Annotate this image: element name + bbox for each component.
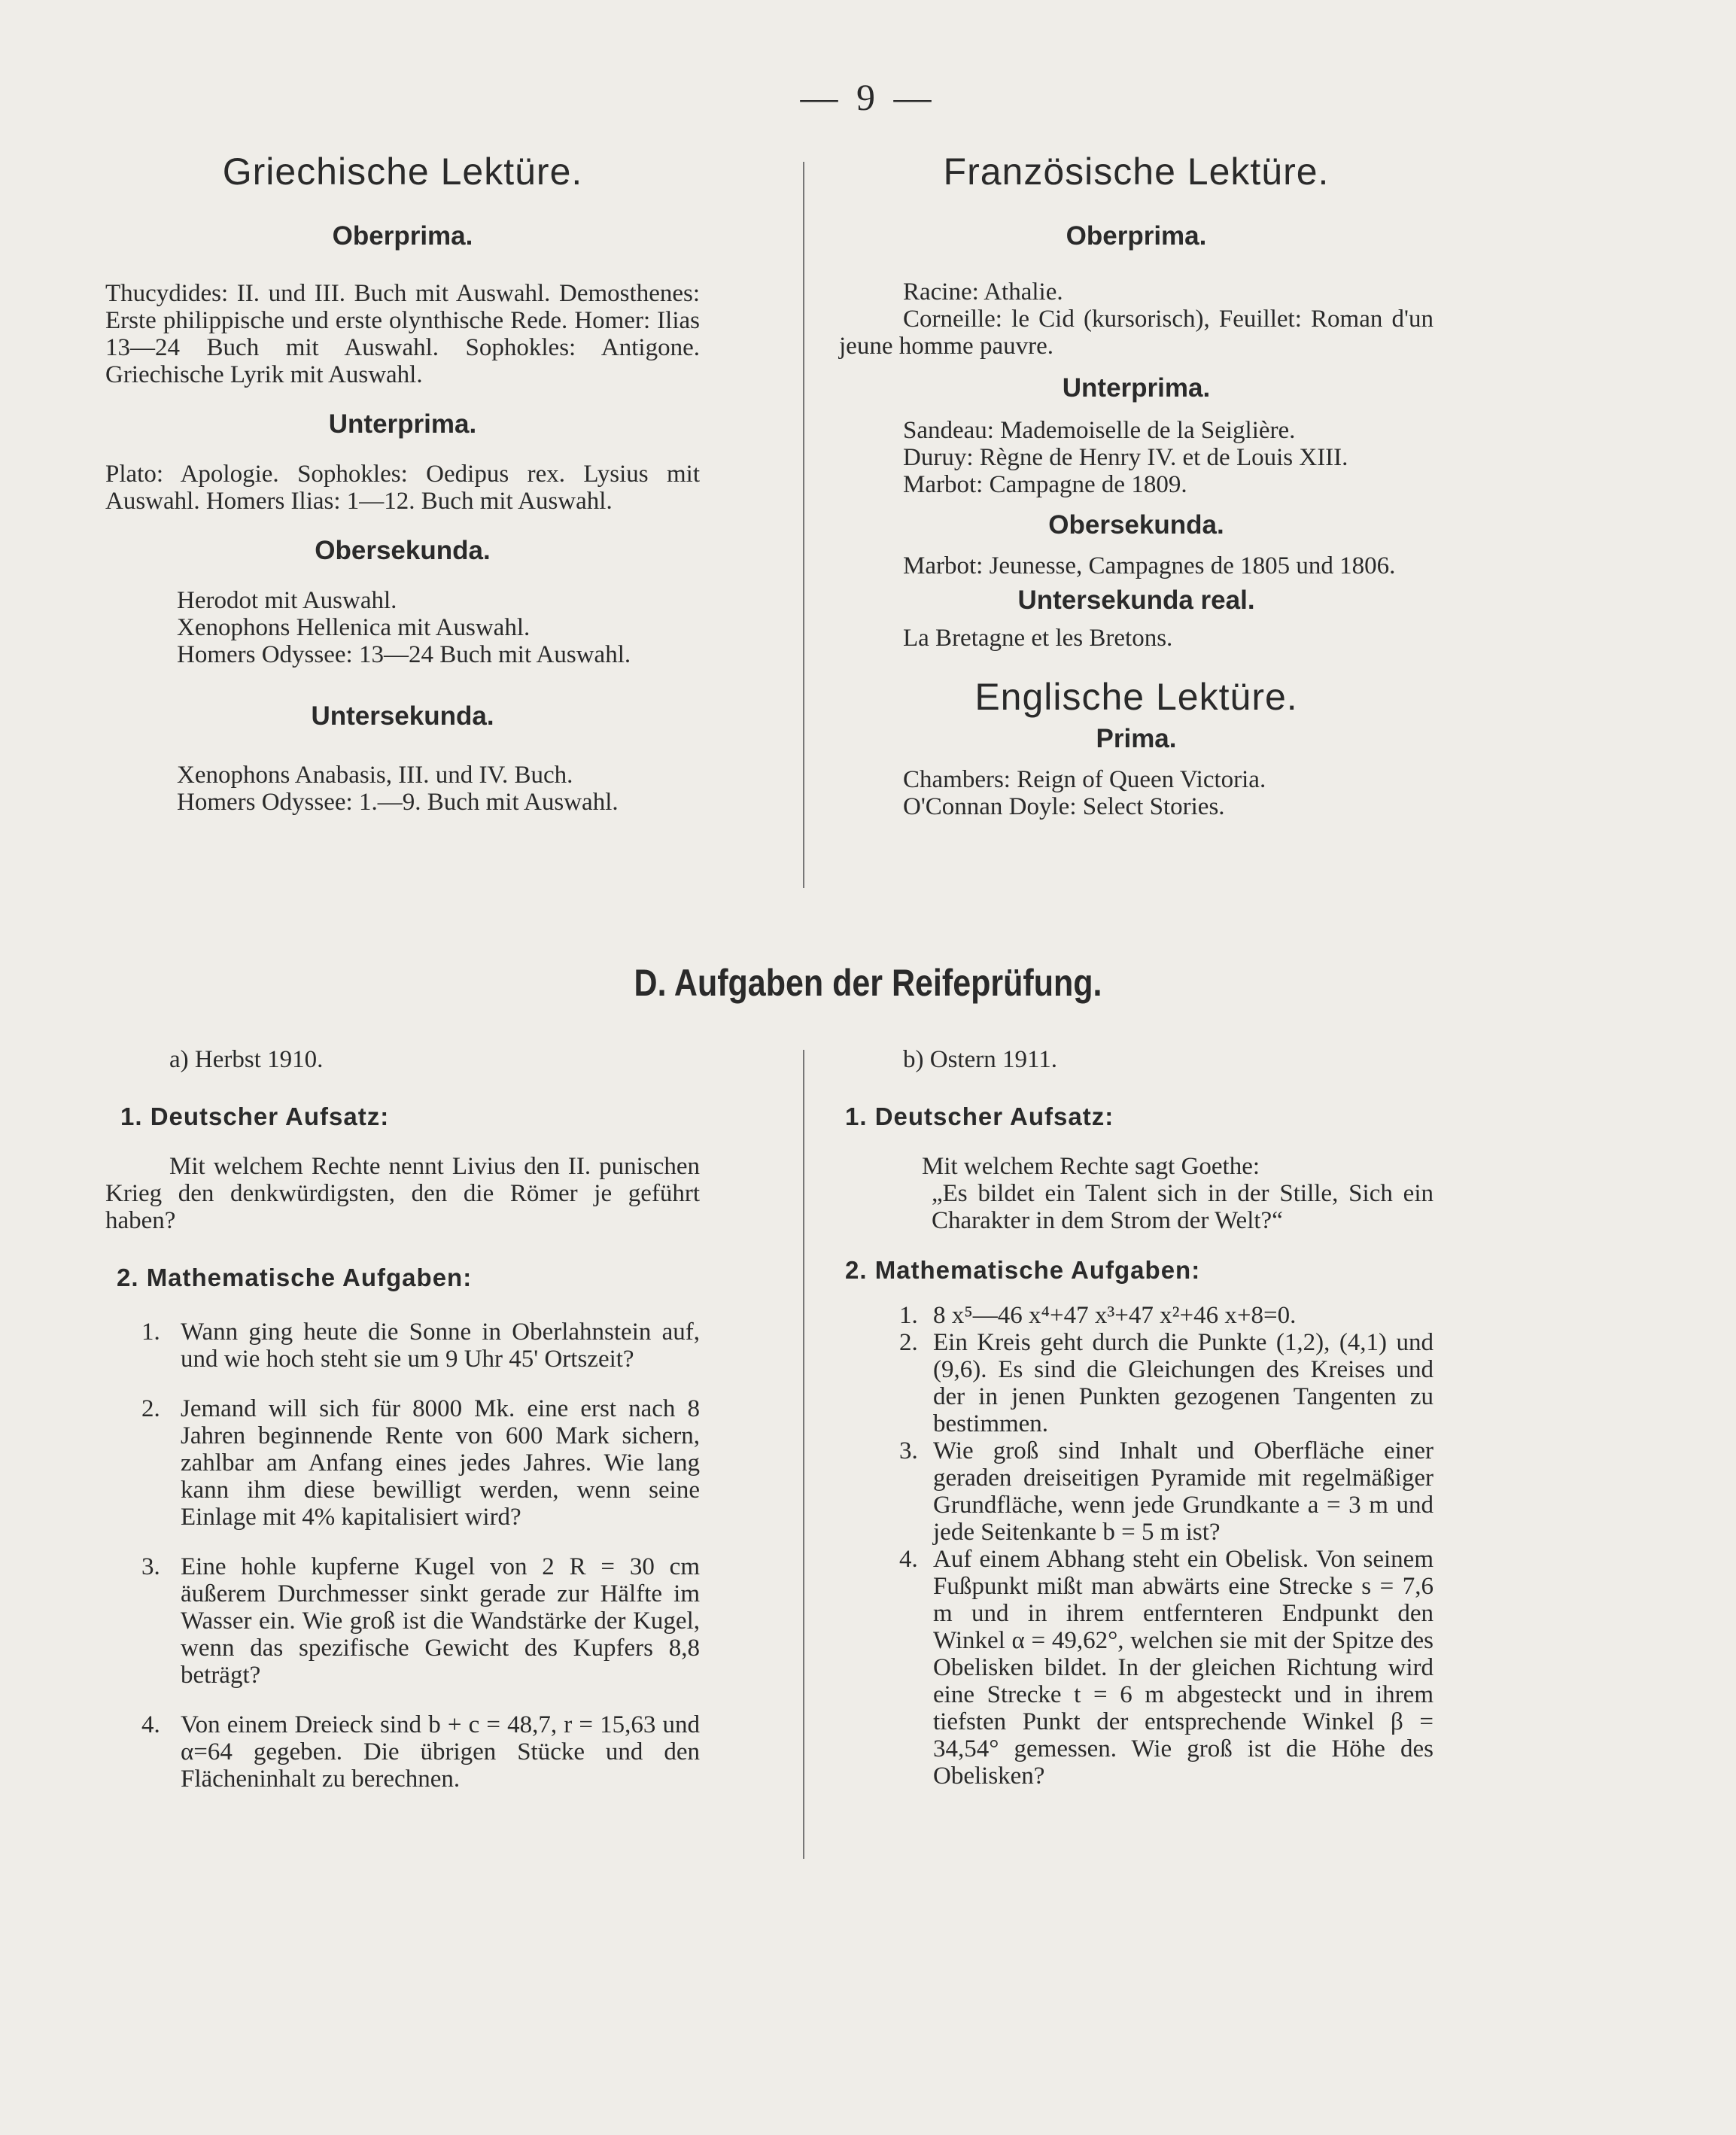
autumn-math-task xyxy=(105,1318,700,1373)
easter-essay-line: Mit welchem Rechte sagt Goethe: xyxy=(922,1153,1260,1180)
easter-math-task xyxy=(839,1302,1433,1329)
task-text: Wann ging heute die Sonne in Oberlahnstein auf, und wie hoch steht sie um 9 Uhr 45' Ortszeit? xyxy=(181,1318,700,1373)
autumn-math-heading: 2. Mathematische Aufgaben: xyxy=(117,1264,473,1291)
task-text: Ein Kreis geht durch die Punkte (1,2), (4,1) und (9,6). Es sind die Gleichungen des Kreises und der in jenen Punkten gezogenen Tangenten zu bestimmen. xyxy=(933,1329,1433,1437)
greek-untersekunda-line: Homers Odyssee: 1.—9. Buch mit Auswahl. xyxy=(177,789,619,816)
english-title: Englische Lektüre. xyxy=(974,676,1298,718)
task-text: Jemand will sich für 8000 Mk. eine erst nach 8 Jahren beginnende Rente von 600 Mark sichern, zahlbar am Anfang eines jedes Jahres. Wie lang kann ihm diese bewilligt werden, wenn seine Einlage mit 4% kapitalisiert wird? xyxy=(181,1395,700,1531)
easter-math-task xyxy=(839,1546,1433,1790)
task-text: Von einem Dreieck sind b + c = 48,7, r = 15,63 und α=64 gegeben. Die übrigen Stücke und den Flächeninhalt zu berechnen. xyxy=(181,1711,700,1793)
french-title: Französische Lektüre. xyxy=(943,151,1330,193)
greek-reading-column xyxy=(105,151,700,816)
task-number: 3. xyxy=(141,1553,160,1580)
page-number: — 9 — xyxy=(800,76,936,118)
french-oberprima-line: Corneille: le Cid (kursorisch), Feuillet: Roman d'un jeune homme pauvre. xyxy=(839,306,1433,360)
greek-oberprima-heading: Oberprima. xyxy=(332,221,473,251)
exam-easter-column xyxy=(839,1046,1433,1790)
greek-obersekunda-heading: Obersekunda. xyxy=(315,536,491,565)
greek-untersekunda-line: Xenophons Anabasis, III. und IV. Buch. xyxy=(177,762,573,789)
greek-title: Griechische Lektüre. xyxy=(222,151,583,193)
french-obersekunda-heading: Obersekunda. xyxy=(1048,510,1224,540)
task-number: 1. xyxy=(141,1318,160,1346)
greek-oberprima-text: Thucydides: II. und III. Buch mit Auswahl. Demosthenes: Erste philippische und erste olynthische Rede. Homer: Ilias 13—24 Buch mit Auswahl. Sophokles: Antigone. Griechische Lyrik mit Auswahl. xyxy=(105,280,700,388)
autumn-essay-heading: 1. Deutscher Aufsatz: xyxy=(120,1102,390,1130)
french-unterprima-heading: Unterprima. xyxy=(1062,373,1211,403)
french-untersekunda-heading: Untersekunda real. xyxy=(1017,585,1255,615)
french-oberprima-line: Racine: Athalie. xyxy=(903,278,1063,306)
english-prima-heading: Prima. xyxy=(1096,724,1177,753)
easter-essay-quote: „Es bildet ein Talent sich in der Stille, Sich ein Charakter in dem Strom der Welt?“ xyxy=(932,1180,1433,1234)
bottom-column-divider xyxy=(803,1050,804,1859)
english-prima-line: O'Connan Doyle: Select Stories. xyxy=(903,793,1225,820)
autumn-essay-text: Mit welchem Rechte nennt Livius den II. punischen Krieg den denkwürdigsten, den die Römer je geführt haben? xyxy=(105,1153,700,1234)
task-text: 8 x⁵—46 x⁴+47 x³+47 x²+46 x+8=0. xyxy=(933,1302,1297,1329)
task-number: 2. xyxy=(899,1329,918,1356)
exam-autumn-column xyxy=(105,1046,700,1793)
french-unterprima-line: Marbot: Campagne de 1809. xyxy=(903,471,1187,498)
greek-untersekunda-heading: Untersekunda. xyxy=(311,701,494,731)
greek-obersekunda-line: Herodot mit Auswahl. xyxy=(177,587,397,614)
french-oberprima-heading: Oberprima. xyxy=(1066,221,1207,251)
french-untersekunda-text: La Bretagne et les Bretons. xyxy=(903,625,1173,652)
greek-obersekunda-line: Xenophons Hellenica mit Auswahl. xyxy=(177,614,531,641)
task-number: 2. xyxy=(141,1395,160,1422)
task-number: 4. xyxy=(899,1546,918,1573)
easter-math-task xyxy=(839,1329,1433,1437)
task-number: 1. xyxy=(899,1302,918,1329)
french-unterprima-line: Duruy: Règne de Henry IV. et de Louis XIII. xyxy=(903,444,1348,471)
easter-essay-heading: 1. Deutscher Aufsatz: xyxy=(845,1102,1114,1130)
task-number: 3. xyxy=(899,1437,918,1464)
autumn-math-task xyxy=(105,1553,700,1689)
english-prima-line: Chambers: Reign of Queen Victoria. xyxy=(903,766,1266,793)
french-obersekunda-text: Marbot: Jeunesse, Campagnes de 1805 und 1806. xyxy=(903,552,1396,579)
task-text: Eine hohle kupferne Kugel von 2 R = 30 cm äußerem Durchmesser sinkt gerade zur Hälfte im Wasser ein. Wie groß ist die Wandstärke der Kugel, wenn das spezifische Gewicht des Kupfers 8,8 beträgt? xyxy=(181,1553,700,1689)
section-d-title: D. Aufgaben der Reifeprüfung. xyxy=(634,962,1102,1004)
french-english-reading-column xyxy=(839,151,1433,820)
easter-math-task xyxy=(839,1437,1433,1546)
autumn-math-task xyxy=(105,1395,700,1531)
greek-obersekunda-line: Homers Odyssee: 13—24 Buch mit Auswahl. xyxy=(177,641,631,668)
task-text: Auf einem Abhang steht ein Obelisk. Von seinem Fußpunkt mißt man abwärts eine Strecke s = 7,6 m und in ihrem entfernteren Endpunkt den Winkel α = 49,62°, welchen sie mit der Spitze des Obelisken bildet. In der gleichen Richtung wird eine Strecke t = 6 m abgesteckt und in ihrem tiefsten Punkt der entsprechende Winkel β = 34,54° gemessen. Wie groß ist die Höhe des Obelisken? xyxy=(933,1546,1433,1790)
exam-autumn-label: a) Herbst 1910. xyxy=(169,1046,324,1073)
greek-unterprima-text: Plato: Apologie. Sophokles: Oedipus rex. Lysius mit Auswahl. Homers Ilias: 1—12. Buch mit Auswahl. xyxy=(105,461,700,515)
task-text: Wie groß sind Inhalt und Oberfläche einer geraden dreiseitigen Pyramide mit regelmäßiger Grundfläche, wenn jede Grundkante a = 3 m und jede Seitenkante b = 5 m ist? xyxy=(933,1437,1433,1546)
greek-unterprima-heading: Unterprima. xyxy=(328,409,477,439)
top-column-divider xyxy=(803,162,804,888)
task-number: 4. xyxy=(141,1711,160,1738)
french-unterprima-line: Sandeau: Mademoiselle de la Seiglière. xyxy=(903,417,1296,444)
autumn-math-task xyxy=(105,1711,700,1793)
exam-easter-label: b) Ostern 1911. xyxy=(903,1046,1057,1073)
easter-math-heading: 2. Mathematische Aufgaben: xyxy=(845,1256,1201,1284)
